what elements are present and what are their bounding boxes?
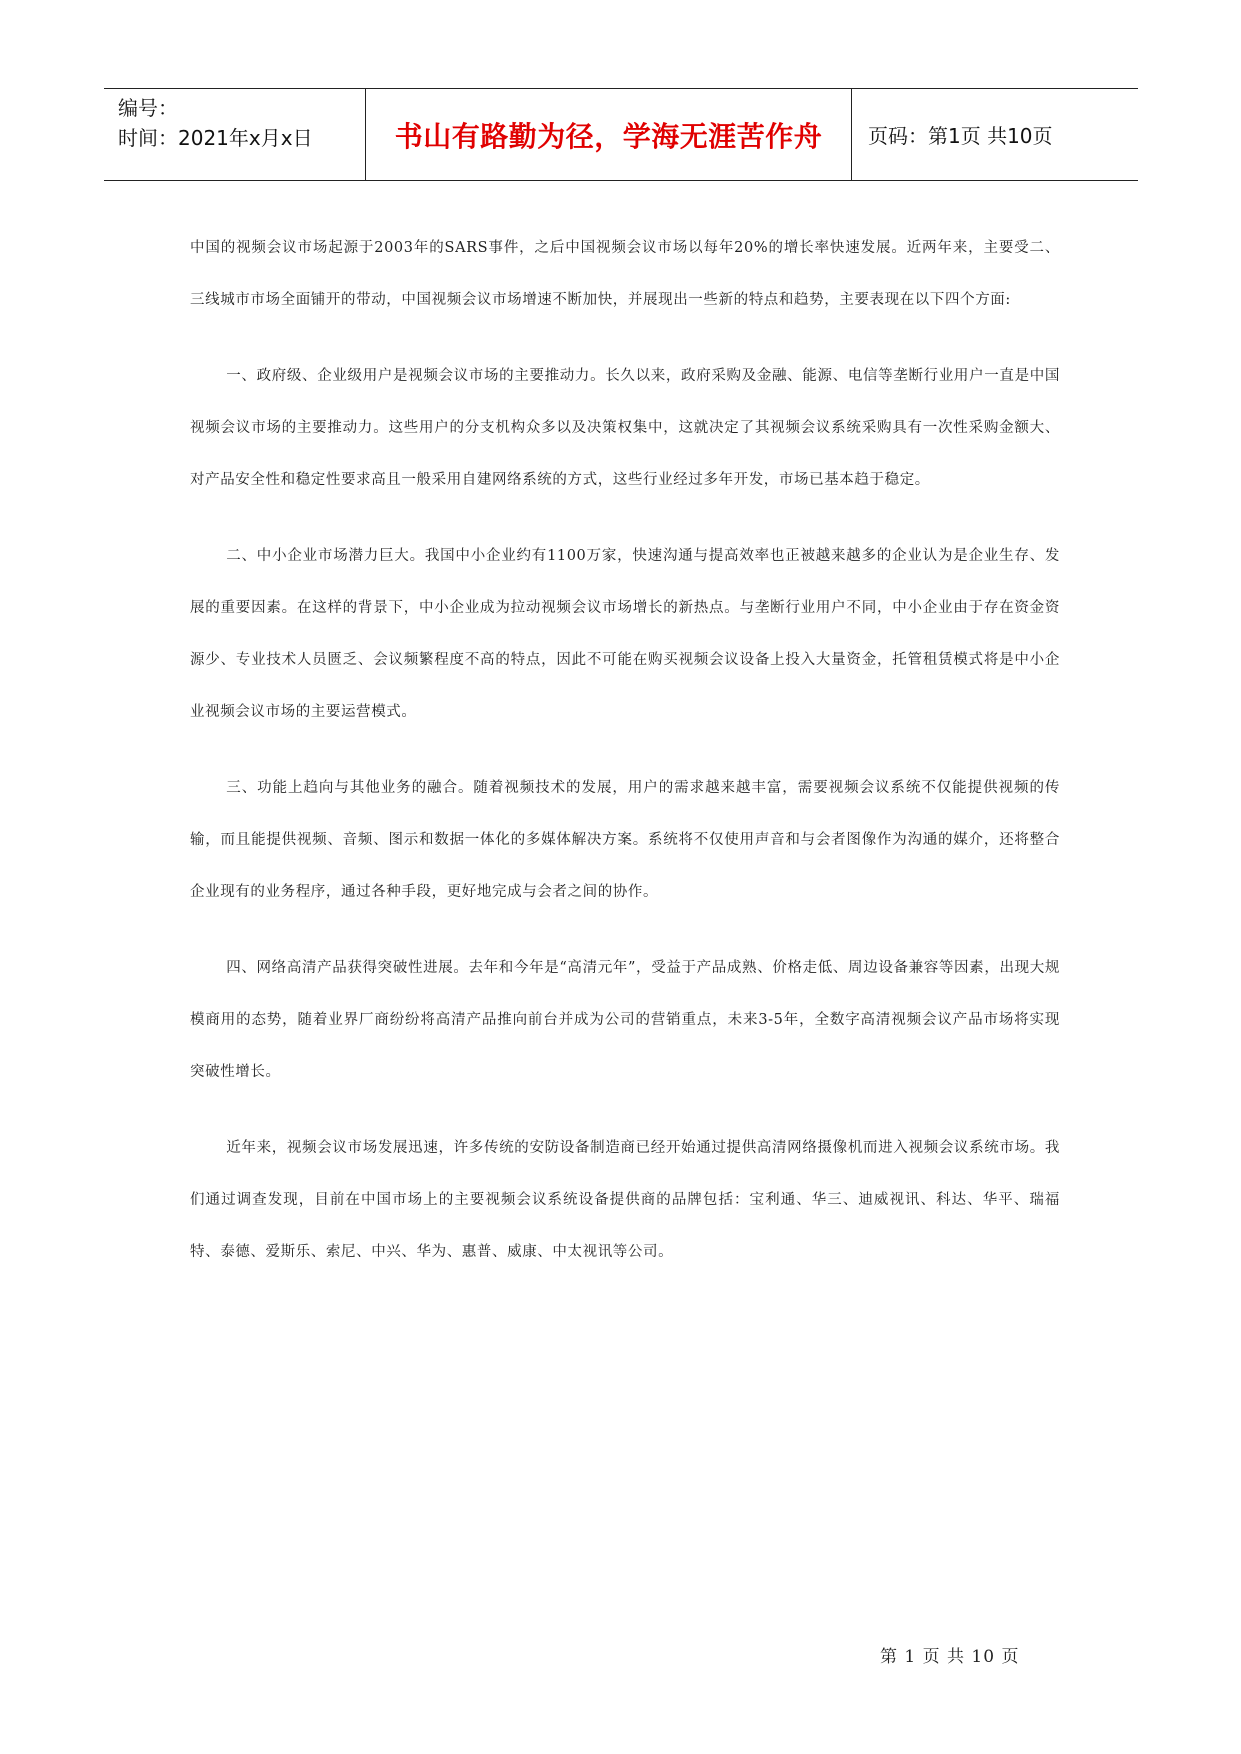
- point-one-paragraph: 一、政府级、企业级用户是视频会议市场的主要推动力。长久以来，政府采购及金融、能源、电信等垄断行业用户一直是中国视频会议市场的主要推动力。这些用户的分支机构众多以及决策权集中，这就决定了其视频会议系统采购具有一次性采购金额大、对产品安全性和稳定性要求高且一般采用自建网络系统的方式，这些行业经过多年开发，市场已基本趋于稳定。: [190, 368, 1060, 488]
- vendors-paragraph: 近年来，视频会议市场发展迅速，许多传统的安防设备制造商已经开始通过提供高清网络摄像机而进入视频会议系统市场。我们通过调查发现，目前在中国市场上的主要视频会议系统设备提供商的品牌包括：宝利通、华三、迪威视讯、科达、华平、瑞福特、泰德、爱斯乐、索尼、中兴、华为、惠普、威康、中太视讯等公司。: [190, 1140, 1060, 1260]
- point-four-paragraph: 四、网络高清产品获得突破性进展。去年和今年是“高清元年”，受益于产品成熟、价格走低、周边设备兼容等因素，出现大规模商用的态势，随着业界厂商纷纷将高清产品推向前台并成为公司的营销重点，未来3-5年，全数字高清视频会议产品市场将实现突破性增长。: [190, 960, 1060, 1080]
- point-two-paragraph: 二、中小企业市场潜力巨大。我国中小企业约有1100万家，快速沟通与提高效率也正被越来越多的企业认为是企业生存、发展的重要因素。在这样的背景下，中小企业成为拉动视频会议市场增长的新热点。与垄断行业用户不同，中小企业由于存在资金资源少、专业技术人员匮乏、会议频繁程度不高的特点，因此不可能在购买视频会议设备上投入大量资金，托管租赁模式将是中小企业视频会议市场的主要运营模式。: [190, 548, 1060, 720]
- header-motto: 书山有路勤为径，学海无涯苦作舟: [394, 119, 823, 153]
- document-number-label: 编号：: [118, 96, 178, 120]
- document-header: [104, 88, 1138, 181]
- document-body: [190, 222, 1060, 1302]
- intro-paragraph: 中国的视频会议市场起源于2003年的SARS事件，之后中国视频会议市场以每年20%的增长率快速发展。近两年来，主要受二、三线城市市场全面铺开的带动，中国视频会议市场增速不断加快，并展现出一些新的特点和趋势，主要表现在以下四个方面:: [190, 240, 1060, 308]
- header-page-indicator: 页码：第1页 共10页: [868, 124, 1053, 148]
- point-three-paragraph: 三、功能上趋向与其他业务的融合。随着视频技术的发展，用户的需求越来越丰富，需要视频会议系统不仅能提供视频的传输，而且能提供视频、音频、图示和数据一体化的多媒体解决方案。系统将不仅使用声音和与会者图像作为沟通的媒介，还将整合企业现有的业务程序，通过各种手段，更好地完成与会者之间的协作。: [190, 780, 1060, 900]
- header-divider-right: [851, 89, 852, 180]
- page-footer: 第 1 页 共 10 页: [880, 1647, 1020, 1667]
- document-time-label: 时间：2021年x月x日: [118, 126, 313, 150]
